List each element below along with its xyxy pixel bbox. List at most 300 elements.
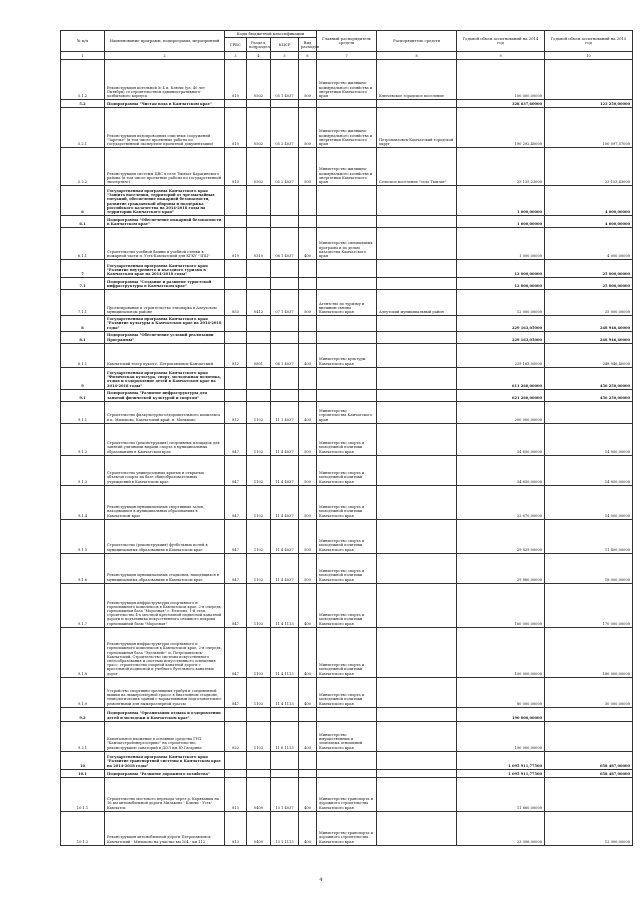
row-grbs: [225, 389, 247, 401]
row-sum-2015: 456 250,00000: [545, 367, 633, 389]
row-razdel: 1102: [247, 485, 271, 519]
row-admin: Министерство транспорта и дорожного строительства Камчатского края: [317, 811, 377, 845]
row-admin: Агентство по туризму и внешним связям Камчатского края: [317, 290, 377, 316]
table-row: [61, 278, 633, 290]
table-row: [61, 811, 633, 845]
row-name: Государственная программа Камчатского края "Развитие внутреннего и въездного туризма в Камчатском крае на 2014-2018 годы": [105, 260, 225, 278]
row-admin: [317, 186, 377, 216]
row-grbs: 847: [225, 423, 247, 455]
row-sum-2015: 248 946,40000: [545, 331, 633, 343]
row-recipient: Петропавловск-Камчатский городской округ: [377, 108, 457, 148]
row-ksr: [271, 260, 299, 278]
row-ksr: 08 1 4037: [271, 343, 299, 367]
row-grbs: [225, 751, 247, 769]
row-vr: 500: [299, 485, 317, 519]
row-recipient: [377, 553, 457, 583]
row-number: 8: [61, 316, 105, 332]
row-number: 6.1: [61, 216, 105, 228]
row-ksr: [271, 389, 299, 401]
table-row: [61, 367, 633, 389]
row-vr: 400: [299, 583, 317, 627]
row-razdel: 0502: [247, 60, 271, 100]
row-name: Подпрограмма "Создание и развитие туристской инфраструктуры в Камчатском крае": [105, 278, 225, 290]
header-admin: Главный распорядитель средств: [317, 31, 377, 52]
row-vr: 400: [299, 811, 317, 845]
row-razdel: 1102: [247, 553, 271, 583]
row-razdel: [247, 769, 271, 777]
row-ksr: 11 4 1113: [271, 583, 299, 627]
row-name: Строительство универсальных крытых и открытых объектов спорта на базе общеобразовательных учреждений в Камчатском крае: [105, 455, 225, 485]
row-razdel: 1102: [247, 455, 271, 485]
row-grbs: 853: [225, 290, 247, 316]
row-vr: [299, 278, 317, 290]
row-admin: Министерство спорта и молодежной политики Камчатского края: [317, 627, 377, 677]
row-ksr: 11 4 1113: [271, 627, 299, 677]
row-razdel: [247, 389, 271, 401]
row-admin: Министерство спорта и молодежной политики Камчатского края: [317, 455, 377, 485]
row-recipient: [377, 228, 457, 260]
row-number: 5.2.2: [61, 148, 105, 186]
row-grbs: [225, 100, 247, 108]
row-recipient: [377, 186, 457, 216]
row-razdel: 1102: [247, 519, 271, 553]
row-name: Реконструкция системы ЦВС в селе Тымлат Карагинского района (в том числе проектные работы по государственной экспертизе): [105, 148, 225, 186]
row-sum-2014: 25 135,23000: [457, 148, 545, 186]
row-sum-2014: 1 000,00000: [457, 186, 545, 216]
table-row: [61, 389, 633, 401]
row-sum-2015: 25 000,00000: [545, 290, 633, 316]
row-admin: [317, 216, 377, 228]
row-recipient: [377, 100, 457, 108]
header-sum-2015: Годовой объем ассигнований на 2015 год: [545, 31, 633, 52]
row-grbs: 810: [225, 60, 247, 100]
row-sum-2015: [545, 777, 633, 811]
row-grbs: 822: [225, 721, 247, 751]
row-sum-2015: 248 946,40000: [545, 316, 633, 332]
row-razdel: 1103: [247, 627, 271, 677]
row-sum-2015: 658 487,00000: [545, 751, 633, 769]
row-admin: Министерство строительства Камчатского края: [317, 401, 377, 423]
row-sum-2014: 190 000,00000: [457, 721, 545, 751]
table-row: [61, 677, 633, 707]
table-row: [61, 343, 633, 367]
row-admin: [317, 367, 377, 389]
row-sum-2015: [545, 707, 633, 721]
row-ksr: 11 4 4037: [271, 553, 299, 583]
row-ksr: [271, 278, 299, 290]
row-name: Камчатский театр кукол г. Петропавловск-Камчатский: [105, 343, 225, 367]
row-grbs: 847: [225, 485, 247, 519]
row-sum-2014: 34 650,00000: [457, 455, 545, 485]
row-name: Государственная программа Камчатского края "Защита населения, территорий от чрезвычайных ситуаций, обеспечение пожарной безопасности, развитие гражданской обороны и поддержка российского казачества на 2014-2018 годы на территории Камчатского края": [105, 186, 225, 216]
row-vr: [299, 216, 317, 228]
row-vr: 400: [299, 777, 317, 811]
row-recipient: [377, 721, 457, 751]
row-sum-2015: 25 000,00000: [545, 260, 633, 278]
row-grbs: 847: [225, 553, 247, 583]
row-vr: [299, 100, 317, 108]
row-number: 9.1: [61, 389, 105, 401]
row-ksr: 11 4 4037: [271, 485, 299, 519]
row-razdel: [247, 331, 271, 343]
row-recipient: [377, 331, 457, 343]
row-number: 10.1: [61, 769, 105, 777]
header-grbs: ГРБС: [225, 38, 247, 52]
row-name: Строительство (реконструкция) футбольных полей в муниципальных образованиях в Камчатском крае: [105, 519, 225, 553]
row-name: Реконструкция инфраструктуры спортивного и горнолыжного комплексов в Камчатском крае, 2-я очередь: горнолыжная база "Морозная" г. Елизово, 1-й этап, строительство 4-х местной кресельной подвесной канатной дороги и подъемника искусственного снежного покрова горнолыжной базы "Морозная": [105, 583, 225, 627]
row-sum-2015: 25 000,00000: [545, 278, 633, 290]
row-sum-2014: 100 000,00000: [457, 627, 545, 677]
row-razdel: [247, 751, 271, 769]
row-sum-2015: [545, 721, 633, 751]
row-ksr: 05 2 4037: [271, 148, 299, 186]
row-recipient: [377, 423, 457, 455]
row-ksr: 05 2 4037: [271, 108, 299, 148]
row-sum-2015: 170 000,00000: [545, 583, 633, 627]
row-sum-2014: 12 000,00000: [457, 260, 545, 278]
row-name: Реконструкция водопроводных очистных сооружений "Заречье" (в том числе проектные работы по государственной экспертизе проектной документации): [105, 108, 225, 148]
row-sum-2014: 190 292,40000: [457, 108, 545, 148]
row-sum-2014: 229 163,05000: [457, 331, 545, 343]
row-grbs: 847: [225, 627, 247, 677]
row-sum-2014: 328 637,60000: [457, 100, 545, 108]
row-recipient: [377, 316, 457, 332]
row-name: Реконструкция инфраструктуры спортивного и горнолыжного комплексов в Камчатском крае, 2-я очередь, горнолыжная база "Эдельвейс" п. Петропавловск-Камчатский. Строительство системы искусственного снегообразования и системы искусственного освещения трасс, строительство опорной канатной дороги с кресельной подвесной и учебного бугельного канатных дорог: [105, 627, 225, 677]
row-recipient: [377, 519, 457, 553]
table-row: [61, 777, 633, 811]
row-sum-2015: [545, 60, 633, 100]
row-number: 9.1.7: [61, 583, 105, 627]
row-sum-2014: 1 000,00000: [457, 228, 545, 260]
row-name: Государственная программа Камчатского края "Развитие транспортной системы в Камчатском крае на 2014-2018 годы": [105, 751, 225, 769]
row-razdel: 0502: [247, 108, 271, 148]
row-grbs: 813: [225, 811, 247, 845]
table-row: [61, 186, 633, 216]
table-row: [61, 583, 633, 627]
page-number: 4: [319, 877, 323, 883]
row-vr: 400: [299, 721, 317, 751]
row-number: 9.1.5: [61, 519, 105, 553]
row-sum-2015: 248 946,40000: [545, 343, 633, 367]
row-grbs: 847: [225, 677, 247, 707]
row-razdel: 1103: [247, 721, 271, 751]
row-sum-2015: 456 250,00000: [545, 389, 633, 401]
row-razdel: [247, 707, 271, 721]
row-recipient: [377, 216, 457, 228]
row-recipient: Сельское поселение "село Тымлат": [377, 148, 457, 186]
row-name: Строительство мостового перехода через р. Коряванкы на 16 км автомобильной дороги Мильково - Ключи - Усть-Камчатск: [105, 777, 225, 811]
row-sum-2014: 229 163,05000: [457, 343, 545, 367]
row-sum-2014: 12 000,00000: [457, 290, 545, 316]
row-ksr: [271, 769, 299, 777]
row-name: Проектирование и строительство этнопарка в Алеутском муниципальном районе: [105, 290, 225, 316]
table-row: [61, 260, 633, 278]
table-row: [61, 769, 633, 777]
row-grbs: [225, 769, 247, 777]
row-grbs: 812: [225, 343, 247, 367]
table-row: [61, 401, 633, 423]
row-recipient: [377, 367, 457, 389]
row-recipient: Алеутский муниципальный район: [377, 290, 457, 316]
row-number: 9.1.6: [61, 553, 105, 583]
row-vr: 500: [299, 148, 317, 186]
row-razdel: 0409: [247, 777, 271, 811]
row-vr: 400: [299, 677, 317, 707]
row-sum-2015: 180 000,00000: [545, 627, 633, 677]
row-razdel: 1102: [247, 423, 271, 455]
row-razdel: [247, 186, 271, 216]
row-razdel: 0409: [247, 811, 271, 845]
row-sum-2015: 14 000,00000: [545, 485, 633, 519]
row-name: Подпрограмма "Организация отдыха и оздоровления детей и молодежи в Камчатском крае": [105, 707, 225, 721]
header-name: Наименование программ, подпрограмм, мероприятий: [105, 31, 225, 52]
row-name: Подпрограмма "Обеспечение условий реализации Программы": [105, 331, 225, 343]
row-sum-2014: 190 000,00000: [457, 707, 545, 721]
row-name: Реконструкция муниципальных спортивных залов, находящихся в муниципальных образованиях в Камчатском крае: [105, 485, 225, 519]
row-ksr: 13 1 1113: [271, 811, 299, 845]
row-vr: [299, 751, 317, 769]
row-sum-2014: 32 670,00000: [457, 485, 545, 519]
row-admin: [317, 769, 377, 777]
row-admin: Министерство жилищно-коммунального хозяйства и энергетики Камчатского края: [317, 148, 377, 186]
row-sum-2015: 23 153,43000: [545, 148, 633, 186]
row-sum-2015: 14 850,00000: [545, 423, 633, 455]
row-admin: Министерство спорта и молодежной политики Камчатского края: [317, 677, 377, 707]
row-razdel: [247, 260, 271, 278]
row-name: Строительство учебной башни и учебной стенки в пожарной части п. Усть-Камчатский для КГКУ "ЗПЦ": [105, 228, 225, 260]
row-grbs: 813: [225, 777, 247, 811]
row-vr: 500: [299, 290, 317, 316]
row-razdel: 0502: [247, 148, 271, 186]
header-codes-group: Коды бюджетной классификации: [225, 31, 317, 38]
row-name: Реконструкция муниципальных стадионов, находящихся в муниципальных образованиях в Камчатском крае: [105, 553, 225, 583]
row-ksr: [271, 216, 299, 228]
row-razdel: [247, 216, 271, 228]
row-grbs: 812: [225, 401, 247, 423]
row-grbs: 847: [225, 519, 247, 553]
row-razdel: 0801: [247, 343, 271, 367]
row-razdel: 1103: [247, 583, 271, 627]
column-index-row: 1 2 3 4 5 6 7 8 9 10: [61, 52, 633, 60]
row-ksr: [271, 331, 299, 343]
row-admin: Министерство спорта и молодежной политики Камчатского края: [317, 485, 377, 519]
row-grbs: [225, 316, 247, 332]
row-razdel: [247, 316, 271, 332]
row-vr: [299, 707, 317, 721]
row-sum-2014: 29 829,00000: [457, 519, 545, 553]
row-name: Устройство спортивно-зрелищных трибун и соединенной вышки на лыжероллерной трассе в биатлонном стадионе, технологических зданий с нормативными подготовительно-ремонтными для лыжероллерной трассы: [105, 677, 225, 707]
row-admin: Министерство культуры Камчатского края: [317, 343, 377, 367]
row-grbs: [225, 260, 247, 278]
row-sum-2015: [545, 401, 633, 423]
row-name: Подпрограмма "Развитие инфраструктуры для занятий физической культурой и спортом": [105, 389, 225, 401]
row-ksr: 05 1 4037: [271, 60, 299, 100]
row-grbs: 810: [225, 148, 247, 186]
row-vr: 400: [299, 343, 317, 367]
row-recipient: [377, 777, 457, 811]
row-sum-2015: 18 000,00000: [545, 553, 633, 583]
row-number: 7: [61, 260, 105, 278]
table-row: [61, 331, 633, 343]
row-grbs: 819: [225, 228, 247, 260]
row-admin: [317, 278, 377, 290]
row-ksr: 11 4 1113: [271, 677, 299, 707]
row-grbs: 810: [225, 108, 247, 148]
row-razdel: 1102: [247, 401, 271, 423]
row-admin: [317, 751, 377, 769]
row-sum-2015: 4 000,00000: [545, 186, 633, 216]
table-row: [61, 707, 633, 721]
table-row: [61, 100, 633, 108]
row-number: 7.1.1: [61, 290, 105, 316]
row-ksr: 07 1 4037: [271, 290, 299, 316]
row-number: 8.1.1: [61, 343, 105, 367]
row-admin: Министерство транспорта и дорожного строительства Камчатского края: [317, 777, 377, 811]
row-sum-2014: 1 095 911,77500: [457, 769, 545, 777]
row-razdel: [247, 367, 271, 389]
row-number: 10.1.1: [61, 777, 105, 811]
row-sum-2015: 30 000,00000: [545, 677, 633, 707]
row-admin: [317, 331, 377, 343]
row-sum-2014: 621 260,00000: [457, 389, 545, 401]
row-grbs: [225, 216, 247, 228]
row-recipient: [377, 485, 457, 519]
row-number: 9.1.9: [61, 677, 105, 707]
table-row: [61, 108, 633, 148]
table-row: [61, 423, 633, 455]
table-row: [61, 216, 633, 228]
row-sum-2014: 11 660,00000: [457, 777, 545, 811]
row-grbs: [225, 331, 247, 343]
row-name: Строительство физкультурно-оздоровительного комплекса в п. Мильково, Камчатский край, п. Мильково: [105, 401, 225, 423]
row-vr: 400: [299, 228, 317, 260]
row-name: Подпрограмма "Обеспечение пожарной безопасности в Камчатском крае": [105, 216, 225, 228]
row-sum-2015: 14 850,00000: [545, 455, 633, 485]
row-razdel: [247, 100, 271, 108]
row-admin: [317, 316, 377, 332]
row-recipient: [377, 260, 457, 278]
table-row: [61, 553, 633, 583]
row-sum-2015: 658 487,00000: [545, 769, 633, 777]
row-grbs: [225, 278, 247, 290]
row-admin: Министерство жилищно-коммунального хозяйства и энергетики Камчатского края: [317, 60, 377, 100]
row-name: Государственная программа Камчатского края "Развитие культуры в Камчатском крае на 2014-2018 годы": [105, 316, 225, 332]
table-row: [61, 751, 633, 769]
row-vr: 500: [299, 519, 317, 553]
row-recipient: [377, 455, 457, 485]
row-ksr: 11 6 1113: [271, 721, 299, 751]
row-ksr: [271, 367, 299, 389]
row-recipient: [377, 389, 457, 401]
row-number: 9.1.8: [61, 627, 105, 677]
table-row: [61, 148, 633, 186]
row-number: 6: [61, 186, 105, 216]
row-recipient: [377, 343, 457, 367]
row-sum-2014: 229 163,05000: [457, 316, 545, 332]
row-vr: [299, 389, 317, 401]
table-row: [61, 60, 633, 100]
row-number: 9.2.1: [61, 721, 105, 751]
row-sum-2014: 80 000,00000: [457, 677, 545, 707]
row-name: Подпрограмма "Развитие дорожного хозяйства": [105, 769, 225, 777]
row-recipient: [377, 278, 457, 290]
row-grbs: [225, 707, 247, 721]
row-razdel: 1103: [247, 677, 271, 707]
row-vr: 400: [299, 401, 317, 423]
row-number: 9.2: [61, 707, 105, 721]
row-name: Реконструкция автомобильной дороги Петропавловск-Камчатский - Мильково на участке км 104 - км 112: [105, 811, 225, 845]
header-num: № п/п: [61, 31, 105, 52]
table-body: [61, 60, 633, 846]
row-sum-2015: 100 097,57000: [545, 108, 633, 148]
row-ksr: 13 1 4037: [271, 777, 299, 811]
table-row: [61, 290, 633, 316]
row-admin: Министерство имущественных и земельных отношений Камчатского края: [317, 721, 377, 751]
row-number: 7.1: [61, 278, 105, 290]
row-number: 10.1.2: [61, 811, 105, 845]
row-name: Реконструкция котельной № 4 п. Ключи (ул. 40 лет Октября) со строительством административного-хозбытового корпуса: [105, 60, 225, 100]
row-recipient: [377, 751, 457, 769]
row-ksr: 11 1 4037: [271, 401, 299, 423]
header-ksr: КЦСР: [271, 38, 299, 52]
row-vr: [299, 260, 317, 278]
row-number: 9.1.1: [61, 401, 105, 423]
row-recipient: [377, 583, 457, 627]
table-row: [61, 455, 633, 485]
row-sum-2015: 4 000,00000: [545, 228, 633, 260]
row-admin: Министерство спорта и молодежной политики Камчатского края: [317, 583, 377, 627]
row-sum-2014: 200 000,00000: [457, 401, 545, 423]
header-recipient: Распорядитель средств: [377, 31, 457, 52]
row-grbs: 847: [225, 455, 247, 485]
row-number: 9.1.4: [61, 485, 105, 519]
row-vr: 400: [299, 627, 317, 677]
row-vr: [299, 316, 317, 332]
row-sum-2014: 12 000,00000: [457, 278, 545, 290]
row-vr: [299, 331, 317, 343]
row-grbs: 847: [225, 583, 247, 627]
row-sum-2015: 123 250,00000: [545, 100, 633, 108]
row-sum-2014: 1 095 911,77500: [457, 751, 545, 769]
row-ksr: 11 4 4037: [271, 519, 299, 553]
row-sum-2015: 12 000,00000: [545, 811, 633, 845]
row-admin: Министерство специальных программ и по делам казачества Камчатского края: [317, 228, 377, 260]
row-number: 9: [61, 367, 105, 389]
row-number: 9.1.2: [61, 423, 105, 455]
row-recipient: [377, 401, 457, 423]
table-row: [61, 627, 633, 677]
row-sum-2014: 34 650,00000: [457, 423, 545, 455]
row-sum-2014: 1 000,00000: [457, 216, 545, 228]
row-number: 5.2: [61, 100, 105, 108]
header-razdel: Раздел, подраздел: [247, 38, 271, 52]
row-sum-2014: 23 096,00000: [457, 811, 545, 845]
table-row: [61, 316, 633, 332]
row-sum-2014: 29 880,00000: [457, 553, 545, 583]
row-ksr: 06 1 4037: [271, 228, 299, 260]
row-admin: Министерство жилищно-коммунального хозяйства и энергетики Камчатского края: [317, 108, 377, 148]
row-number: 9.1.3: [61, 455, 105, 485]
row-recipient: [377, 769, 457, 777]
row-sum-2015: 4 000,00000: [545, 216, 633, 228]
row-ksr: [271, 707, 299, 721]
row-ksr: [271, 100, 299, 108]
header-sum-2014: Годовой объем ассигнований на 2014 год: [457, 31, 545, 52]
row-razdel: 0310: [247, 228, 271, 260]
row-ksr: 11 4 4037: [271, 455, 299, 485]
row-razdel: 0412: [247, 290, 271, 316]
table-row: [61, 519, 633, 553]
